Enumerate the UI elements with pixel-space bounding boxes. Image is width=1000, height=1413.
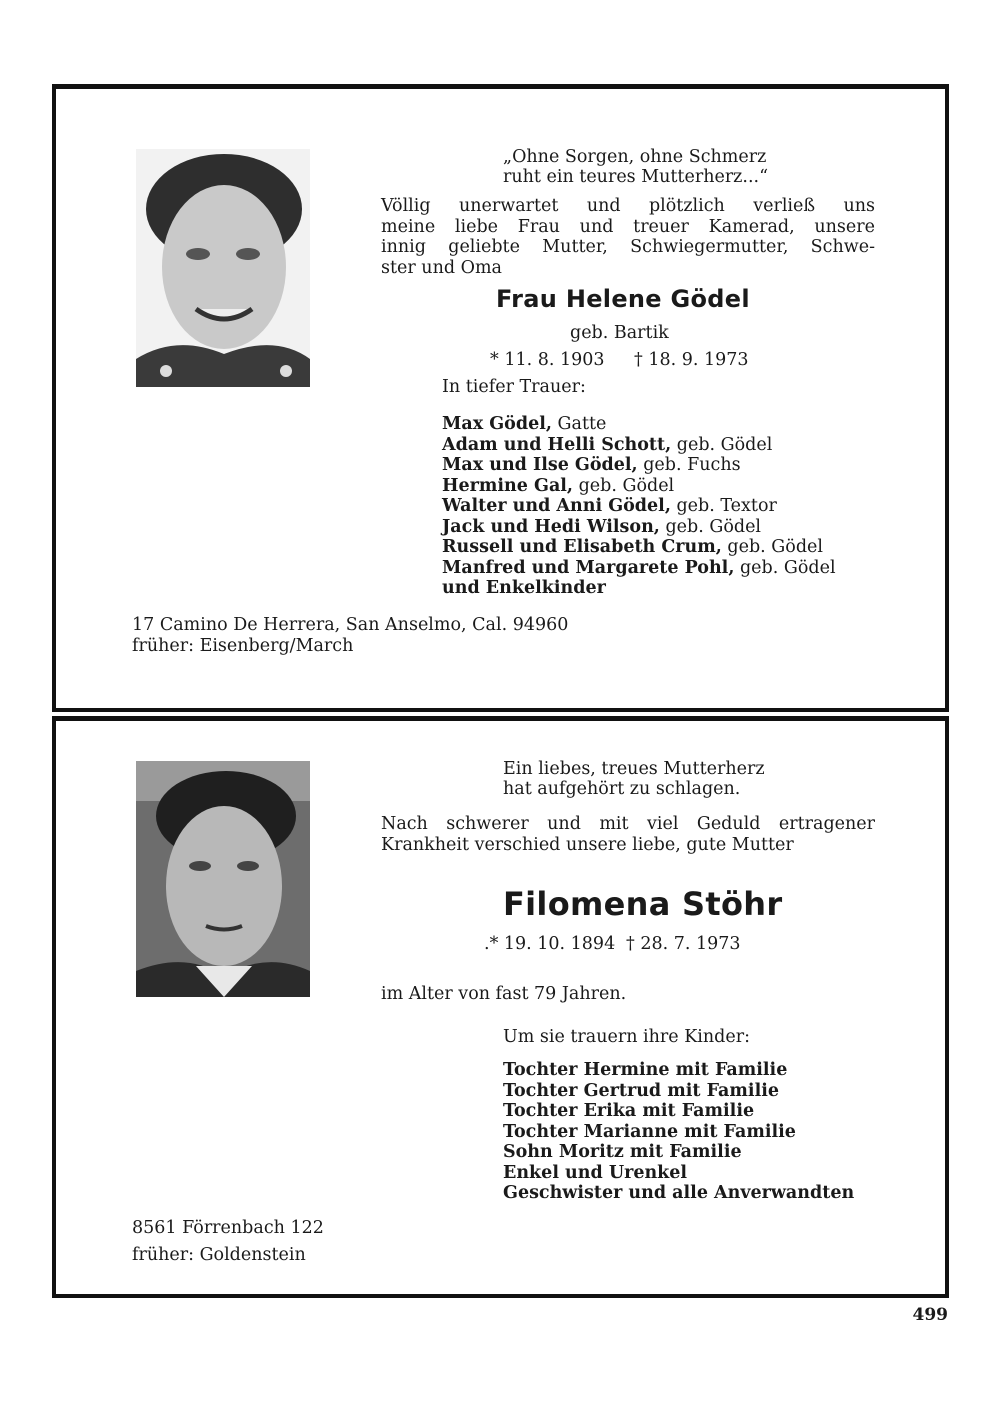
- list-item: Enkel und Urenkel: [503, 1162, 688, 1183]
- list-item: Walter und Anni Gödel, geb. Textor: [442, 496, 777, 516]
- deceased-name: Filomena Stöhr: [503, 885, 783, 923]
- list-item: Manfred und Margarete Pohl, geb. Gödel: [442, 557, 836, 578]
- mourners-list: [442, 414, 836, 599]
- list-item: Tochter Hermine mit Familie: [503, 1060, 788, 1080]
- list-item: Max und Ilse Gödel, geb. Fuchs: [442, 455, 741, 475]
- death-date: † 18. 9. 1973: [634, 350, 749, 370]
- quote-line-1: „Ohne Sorgen, ohne Schmerz: [503, 147, 767, 167]
- list-item: Geschwister und alle Anverwandten: [503, 1183, 855, 1203]
- intro-paragraph: [381, 814, 875, 855]
- address-line-1: 17 Camino De Herrera, San Anselmo, Cal. 94960: [132, 615, 569, 635]
- birth-date: .* 19. 10. 1894: [484, 934, 616, 954]
- list-item: Russell und Elisabeth Crum, geb. Gödel: [442, 537, 823, 557]
- intro-line: meine liebe Frau und treuer Kamerad, unsere: [381, 216, 875, 237]
- list-item: Hermine Gal, geb. Gödel: [442, 475, 675, 496]
- intro-line: Krankheit verschied unsere liebe, gute Mutter: [381, 834, 794, 855]
- list-item: Tochter Gertrud mit Familie: [503, 1080, 779, 1101]
- death-date: † 28. 7. 1973: [626, 934, 741, 954]
- quote-line-1: Ein liebes, treues Mutterherz: [503, 759, 765, 779]
- list-item: Tochter Marianne mit Familie: [503, 1121, 796, 1142]
- list-item: und Enkelkinder: [442, 578, 606, 598]
- page-number: 499: [912, 1305, 948, 1325]
- list-item: Jack und Hedi Wilson, geb. Gödel: [442, 516, 762, 537]
- intro-line: Völlig unerwartet und plötzlich verließ uns: [381, 196, 875, 216]
- list-item: Max Gödel, Gatte: [442, 414, 607, 434]
- birth-date: * 11. 8. 1903: [490, 350, 605, 370]
- list-item: Tochter Erika mit Familie: [503, 1101, 755, 1121]
- obituary-helene-goedel: [52, 84, 949, 712]
- list-item: Sohn Moritz mit Familie: [503, 1142, 742, 1162]
- quote-line-2: ruht ein teures Mutterherz...“: [503, 167, 769, 187]
- list-item: Adam und Helli Schott, geb. Gödel: [442, 434, 773, 455]
- intro-line: innig geliebte Mutter, Schwiegermutter, Schwe-: [381, 237, 875, 257]
- age-line: im Alter von fast 79 Jahren.: [381, 984, 627, 1004]
- mourners-list: [503, 1060, 854, 1204]
- portrait-image: [136, 149, 310, 387]
- mourning-heading: In tiefer Trauer:: [442, 377, 586, 397]
- deceased-name: Frau Helene Gödel: [496, 285, 750, 313]
- maiden-name: geb. Bartik: [570, 323, 669, 343]
- mourning-heading: Um sie trauern ihre Kinder:: [503, 1027, 750, 1047]
- intro-line: Nach schwerer und mit viel Geduld ertragener: [381, 814, 875, 834]
- obituary-filomena-stoehr: [52, 716, 949, 1298]
- address-line-1: 8561 Förrenbach 122: [132, 1218, 324, 1238]
- quote-line-2: hat aufgehört zu schlagen.: [503, 779, 741, 799]
- portrait-photo-helene: [136, 149, 310, 387]
- portrait-image: [136, 761, 310, 997]
- address-line-2: früher: Eisenberg/March: [132, 636, 354, 656]
- address-line-2: früher: Goldenstein: [132, 1245, 306, 1265]
- intro-paragraph: [381, 196, 875, 278]
- portrait-photo-filomena: [136, 761, 310, 997]
- intro-line: ster und Oma: [381, 257, 502, 278]
